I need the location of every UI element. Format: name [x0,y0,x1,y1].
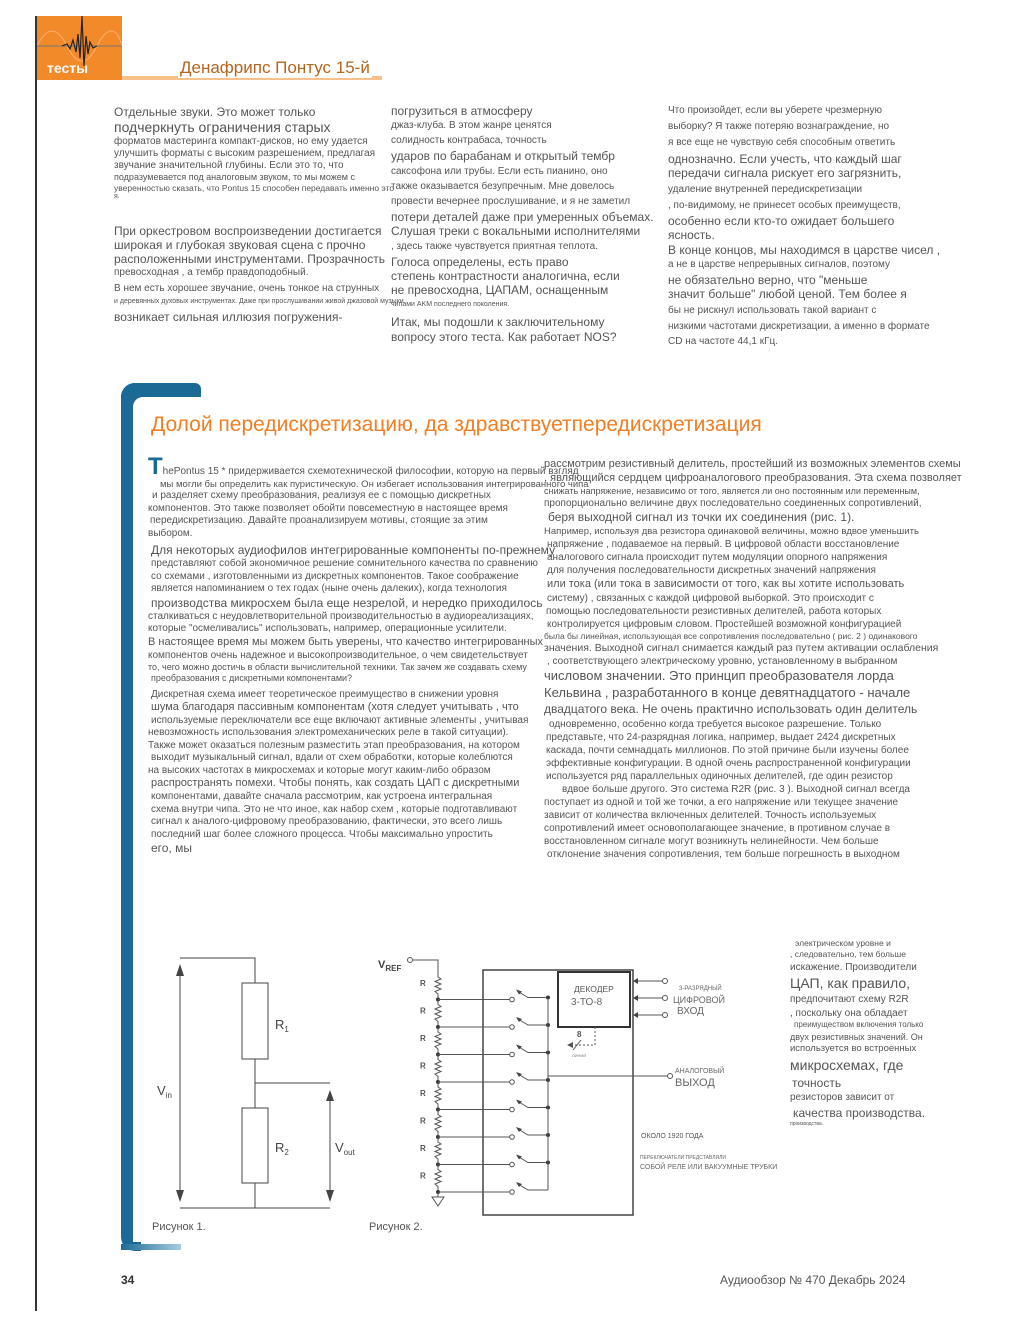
figure-2-kelvin-dac [370,950,790,1220]
text-line: компонентов. Это также позволяет обойти повсеместную в настоящее время [148,502,508,514]
resistor [435,1000,441,1028]
text-line: уверенностью сказать, что Pontus 15 способен передавать именно это [114,182,395,193]
text-line: рассмотрим резистивный делитель, простейший из возможных элементов схемы [544,458,961,470]
text-line: схема внутри чипа. Это не что иное, как набор схем , которые подготавливают [151,803,518,815]
bus-note-label: ЛИНИЙ [572,1053,587,1058]
text-line: , поскольку она обладает [790,1007,908,1019]
vout-arrow-down [326,1190,334,1202]
resistor [435,1055,441,1083]
text-line: шума благодаря пассивным компонентам (хотя следует учитывать , что [151,701,519,714]
text-line: Дискретная схема имеет теоретическое преимущество в снижении уровня [151,688,499,700]
switch-contact [510,1052,515,1057]
digital-input-terminal [663,1013,668,1018]
text-line: и разделяет схему преобразования, реализуя ее с помощью дискретных [152,490,491,502]
resistor [435,1137,441,1165]
resistor-label: R [420,1034,426,1043]
figure-1-caption: Рисунок 1. [152,1221,206,1233]
text-line: мы могли бы определить как пуристическую. Он избегает использования интегрированного чипа [160,478,589,490]
label-vin-sub: in [165,1091,172,1100]
text-line: Например, используя два резистора одинаковой величины, можно вдвое уменьшить [544,525,919,537]
text-line: превосходная , а тембр правдоподобный. [114,266,309,278]
text-line: преобразования с дискретными компонентами? [151,673,353,684]
label-vout-sub: out [343,1148,355,1157]
text-line: Итак, мы подошли к заключительному [391,315,605,330]
digital-input-label-2: ЦИФРОВОЙ [673,995,725,1005]
text-line: преимуществом включения только [794,1020,924,1030]
text-line: я. [114,193,120,201]
text-line: широкая и глубокая звуковая сцена с прочно [114,237,366,252]
note-year: ОКОЛО 1920 ГОДА [641,1133,704,1140]
text-line: , по-видимому, не принесет особых преимуществ, [668,199,901,211]
text-line: искажение. Производители [790,961,917,973]
resistor-label: R [420,1116,426,1126]
text-line: При оркестровом воспроизведении достигается [114,223,382,238]
text-line: его, мы [151,841,193,856]
text-line: , соответствующего электрическому уровню, установленному в выбранном [547,656,898,668]
text-line: выборку? Я также потеряю вознаграждение, но [668,121,890,132]
text-line: вопросу этого теста. Как работает NOS? [391,329,617,344]
text-line: подчеркнуть ограничения старых [114,119,331,136]
text-line: компонентами, давайте сначала рассмотрим, как устроена интегральная [151,791,493,803]
label-vin: V [157,1083,166,1098]
text-line: числовом значении. Это принцип преобразователя лорда [544,668,894,684]
text-line: и деревянных духовых инструментах. Даже при прослушивании живой джазовой музыки [114,297,404,305]
resistor [435,972,441,1000]
text-line: солидность контрабаса, точность [391,135,547,147]
text-line: Кельвина , разработанного в конце девятнадцатого - начале [544,685,911,701]
decoder-label-1: ДЕКОДЕР [574,984,614,994]
text-line: а не в царстве непрерывных сигналов, поэтому [668,258,891,270]
text-line: восстановленном сигнале могут возникнуть нелинейности. Чем больше [544,835,879,847]
section-left-column [148,453,589,856]
text-line: расположенными инструментами. Прозрачность [114,252,385,267]
text-line: я все еще не чувствую себя способным ответить [668,137,896,148]
text-line: провести вечернее прослушивание, и я не заметил [391,195,631,207]
text-line: Также может оказаться полезным разместить этап преобразования, на котором [148,739,520,751]
text-line: контролируется цифровым словом. Простейшей возможной конфигурацией [547,618,902,630]
switch-arm [518,1157,548,1163]
text-line: потери деталей даже при умеренных объемах. [391,209,654,224]
text-line: саксофона или трубы. Если есть пианино, оно [391,165,608,177]
text-line: степень контрастности аналогична, если [391,268,620,283]
figure-1-voltage-divider [140,940,370,1220]
text-line: микросхемах, где [790,1057,904,1074]
text-line: ЦАП, как правило, [790,975,911,992]
svg-text:Vin [157,1083,172,1100]
text-line: улучшить форматы с высоким разрешением, предлагая [114,148,376,160]
analog-output-label-1: АНАЛОГОВЫЙ [675,1068,725,1075]
text-line: используемые переключатели все еще включают активные элементы , учитывая [151,714,529,726]
top-column-3 [668,105,943,348]
text-line: погрузиться в атмосферу [391,104,533,118]
text-line: невозможность использования электромеханических реле в такой ситуации). [148,727,509,739]
text-line: значит больше" любой ценой. Тем более я [668,287,907,302]
section-side-column [790,938,940,1128]
text-line: систему) , связанных с каждой цифровой выборкой. Это происходит с [547,592,874,604]
decoder-label-2: 3-ТО-8 [571,997,603,1008]
text-line: возникает сильная иллюзия погружения- [114,310,343,325]
vin-arrow-down [176,1190,184,1202]
resistor-label: R [420,979,426,988]
text-line: бы не рискнул использовать такой вариант с [668,304,877,316]
text-line: напряжение , подаваемое на первый. В цифровой области восстановление [547,539,900,551]
section-title: Долой передискретизацию, да здравствуетпередискретизация [151,413,762,436]
text-line: не превосходна, ЦАПАМ, оснащенным [391,283,609,298]
text-line: беря выходной сигнал из точки их соединения (рис. 1). [548,510,855,525]
switch-arm [518,1019,548,1025]
text-line: была бы линейная, использующая все сопротивления последовательно ( рис. 2 ) одинакового [544,630,918,641]
text-line: особенно если кто-то ожидает большего [668,213,895,228]
text-line: поступает из одной и той же точки, а его напряжение или текущее значение [544,796,899,808]
text-line: значения. Выходной сигнал снимается каждый раз путем активации ослабления [544,641,939,654]
switch-arm [518,1184,548,1190]
text-line: В конце концов, мы находимся в царстве чисел , [668,242,941,257]
text-line: низкими частотами дискретизации, а именно в формате [668,320,930,332]
switch-arm [518,1102,548,1108]
switch-arm [518,992,548,998]
vref-terminal [408,958,413,963]
resistor [435,1110,441,1138]
resistor-label: R [420,1061,426,1071]
digital-input-terminal [663,979,668,984]
vout-arrow-up [326,1090,334,1101]
text-line: также оказывается безупречным. Мне довелось [391,180,615,192]
text-line: снижать напряжение, независимо от того, является ли оно постоянным или переменным, [544,485,920,496]
resistor-label: R [420,1144,426,1153]
text-line: двадцатого века. Не очень практично использовать один делитель [544,701,918,716]
text-line: , являющийся сердцем цифроаналогового преобразования. Эта схема позволяет [544,472,962,485]
text-line: сигнал к аналого-цифровому преобразованию, фактически, это всего лишь [151,816,503,828]
text-line: каскада, почти семнадцать миллионов. По этой причине были изучены более [546,744,909,756]
ground-icon [432,1197,444,1206]
text-line: отклонение значения сопротивления, тем больше погрешность в выходном [547,848,900,860]
dropcap: T [148,453,163,480]
text-line: сталкиваться с неудовлетворительной производительностью в аудиореализациях, [148,610,534,622]
text-line: производства микросхем была еще незрелой, и нередко приходилось [151,595,543,610]
text-line: Что произойдет, если вы уберете чрезмерную [668,105,882,116]
vin-arrow-up [176,964,184,976]
top-column-1 [114,105,404,325]
switch-contact [510,1025,515,1030]
switch-arm [518,1047,548,1053]
section-frame-bottom [121,1244,181,1250]
text-line: выходит музыкальный сигнал, вдали от схем обработки, которые колеблются [151,752,513,764]
svg-text:R2 [275,1140,289,1157]
digital-input-label-1: 3-РАЗРЯДНЫЙ [679,986,722,992]
text-line: аналогового сигнала происходит путем модуляции опорного напряжения [547,552,888,564]
text-line: которые "осмеливались" использовать, например, операционные усилители. [148,623,507,635]
bus-count-label: 8 [577,1030,582,1039]
switch-arm [518,1129,548,1135]
label-vout: V [335,1140,344,1155]
text-line: со схемами , изготовленными из дискретных компонентов. Такое соображение [151,570,519,582]
note-switches-2: СОБОЙ РЕЛЕ ИЛИ ВАКУУМНЫЕ ТРУБКИ [640,1164,778,1171]
resistor-ladder [420,972,550,1206]
digital-input-label-3: ВХОД [677,1006,704,1017]
text-line: Отдельные звуки. Это может только [114,105,316,119]
text-line: , следовательно, тем больше [790,949,906,960]
text-line: передискретизацию. Давайте проанализируем мотивы, стоящие за этим [150,515,488,527]
svg-text:Vout [335,1140,356,1157]
switch-arm [518,1074,548,1080]
text-line: В нем есть хорошее звучание, очень тонкое на струнных [114,282,380,294]
text-line: чипами AKM последнего поколения. [391,300,510,308]
svg-text:R1 [275,1017,289,1034]
text-line: форматов мастеринга компакт-дисков, но ему удается [114,136,368,148]
switch-contact [510,997,515,1002]
text-line: используется ряд параллельных одиночных делителей, где один резистор [546,770,893,782]
text-line: эффективные конфигурации. В одной очень распространенной конфигурации [546,757,911,769]
text-line: двух резистивных значений. Он [790,1032,923,1043]
text-line: Для некоторых аудиофилов интегрированные компоненты по-прежнему [151,543,556,558]
spacer [114,202,389,224]
section-tab [37,16,122,80]
switch-contact [510,1080,515,1085]
resistor-label: R [420,1171,426,1181]
text-line: или тока (или тока в зависимости от того, как вы хотите использовать [547,578,905,591]
text-line: не обязательно верно, что "меньше [668,272,868,287]
text-line: звучание значительной глубины. Если это то, что [114,160,344,172]
resistor-r1 [242,983,268,1059]
text-line: ясность. [668,228,715,243]
text-line: джаз-клуба. В этом жанре ценятся [391,120,552,132]
text-line: Голоса определены, есть право [391,254,569,269]
label-r1-sub: 1 [284,1025,289,1034]
text-line: распространять помехи. Чтобы понять, как создать ЦАП с дискретными [151,777,520,790]
analog-output-label-2: ВЫХОД [675,1077,715,1089]
text-line: CD на частоте 44,1 кГц. [668,335,779,347]
switch-contact [510,1135,515,1140]
text-line: пропорционально величине двух последовательно соединенных сопротивлений, [544,498,922,510]
text-line: помощью последовательности резистивных делителей, работа которых [546,605,882,617]
label-r2: R [275,1140,285,1155]
digital-input-terminal [663,996,668,1001]
resistor-label: R [420,1089,426,1098]
text-line: выбором. [148,527,193,539]
resistor-r2 [242,1108,268,1183]
label-vref: V [378,959,386,971]
text-line: однозначно. Если учесть, что каждый шаг [668,152,902,166]
article-title: Денафрипс Понтус 15-й [180,58,370,77]
wire-top [180,958,255,983]
top-column-2 [391,104,661,344]
text-line: представьте, что 24-разрядная логика, например, выдает 2424 дискретных [546,731,896,743]
switch-contact [510,1107,515,1112]
analog-output-terminal [668,1074,673,1079]
text-line: на высоких частотах в микросхемах и которые могут каким-либо образом [148,764,491,776]
text-line: предпочитают схему R2R [790,994,909,1006]
text-line: для получения последовательности дискретных значений напряжения [547,565,876,577]
text-line: подразумевается под аналоговым звуком, то мы можем с [114,172,355,183]
text-line: точность [792,1075,842,1090]
text-line: представляют собой экономичное решение сомнительного качества по сравнению [151,558,538,570]
section-frame-top [121,383,201,397]
text-line: Слушая треки с вокальными исполнителями [391,224,641,239]
text-line: компонентов очень надежное и высокопроизводительное, о чем свидетельствует [148,649,528,661]
resistor [435,1082,441,1110]
text-line: одновременно, особенно когда требуется высокое разрешение. Только [549,718,882,730]
text-line: hePontus 15 * придерживается схемотехнической философии, которую на первый взгляд [162,466,579,477]
text-line: электрическом уровне и [795,938,891,948]
text-line: В настоящее время мы можем быть уверены, что качество интегрированных [148,635,544,648]
text-line: то, чего можно достичь в области вычислительной техники. Так зачем же создавать схему [148,662,527,673]
text-line: сопротивлений имеет основополагающее значение, в противном случае в [544,822,891,834]
section-tab-label: тесты [47,60,89,76]
text-line: вдвое больше другого. Это система R2R (рис. 3 ). Выходной сигнал всегда [562,783,910,795]
switch-contact [510,1162,515,1167]
text-line: используется во встроенных [790,1043,917,1055]
text-line: удаление внутренней передискретизации [668,183,863,195]
resistor-label: R [420,1006,426,1016]
page-number: 34 [121,1273,135,1287]
text-line: является напоминанием о тех годах (ныне очень далеких), когда технология [151,583,507,595]
switch-contact [510,1190,515,1195]
resistor [435,1165,441,1193]
resistor [435,1027,441,1055]
figure-2-caption: Рисунок 2. [369,1221,423,1233]
text-line: последний шаг более сложного процесса. Чтобы максимально упростить [151,828,493,840]
text-line: качества производства. [793,1105,926,1120]
magazine-issue: Аудиообзор № 470 Декабрь 2024 [720,1273,906,1287]
label-r2-sub: 2 [284,1148,289,1157]
text-line: зависит от количества включенных делителей. Точность используемых [544,809,877,821]
text-line: , здесь также чувствуется приятная теплота. [391,240,598,252]
text-line: ударов по барабанам и открытый тембр [391,149,615,164]
svg-text:VREF [378,959,401,973]
text-line: передачи сигнала рискует его загрязнить, [668,166,902,181]
label-vref-sub: REF [385,964,402,973]
section-right-column [544,457,962,861]
text-line: производства. [790,1120,824,1127]
label-r1: R [275,1017,285,1032]
note-switches-1: ПЕРЕКЛЮЧАТЕЛИ ПРЕДСТАВЛЯЛИ [640,1155,726,1161]
text-line: резисторов зависит от [790,1092,895,1104]
page-left-rule [35,16,37,1311]
